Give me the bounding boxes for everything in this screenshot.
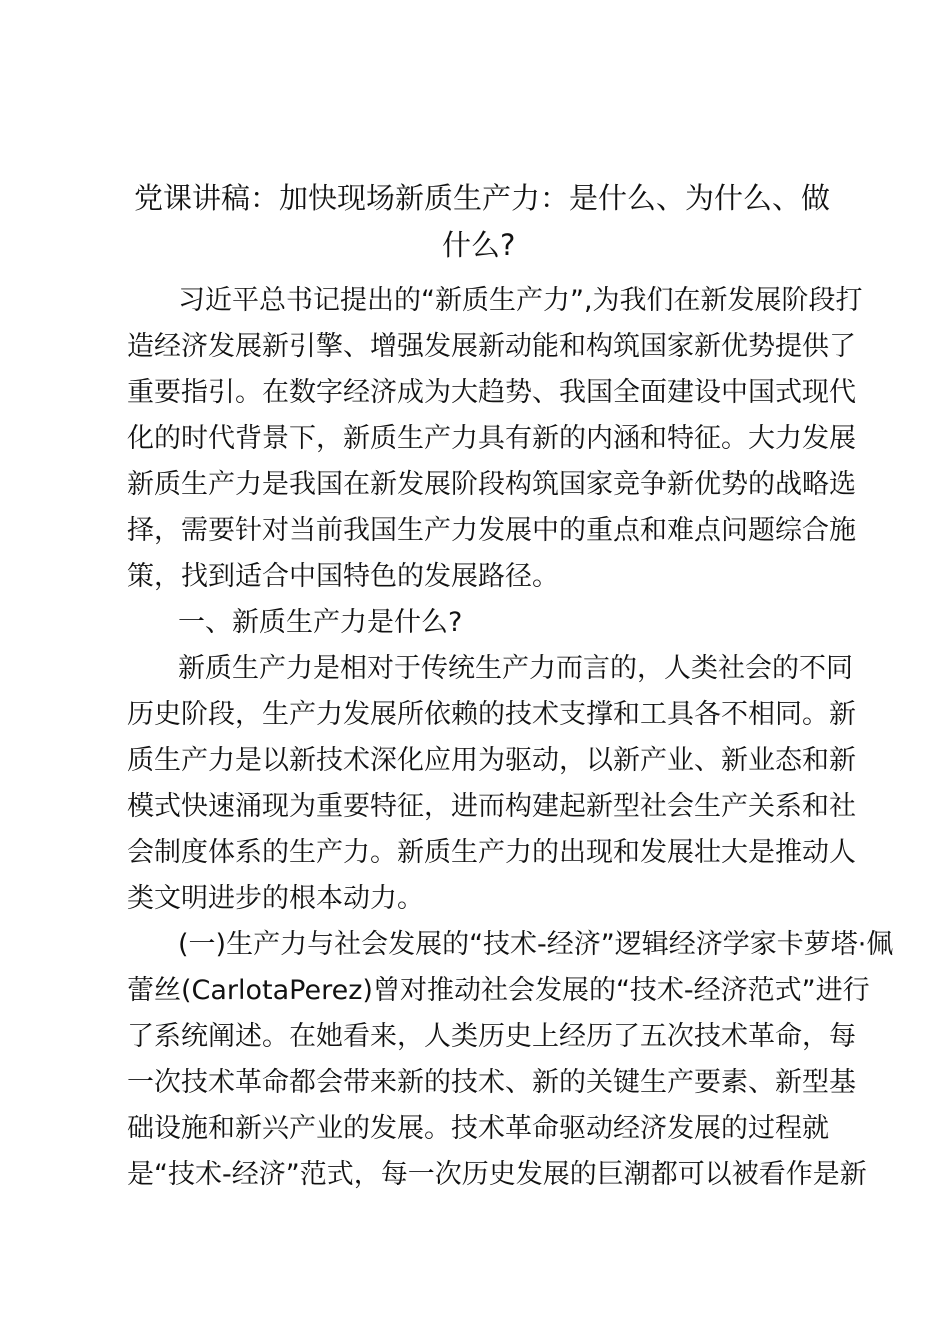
paragraph-line: 模式快速涌现为重要特征，进而构建起新型社会生产关系和社 [127, 791, 856, 822]
paragraph-line: 了系统阐述。在她看来，人类历史上经历了五次技术革命，每 [127, 1021, 856, 1052]
paragraph-line: 一次技术革命都会带来新的技术、新的关键生产要素、新型基 [127, 1067, 856, 1098]
paragraph-line: 是“技术-经济”范式，每一次历史发展的巨潮都可以被看作是新 [127, 1159, 867, 1190]
paragraph-line: 类文明进步的根本动力。 [127, 883, 424, 914]
paragraph-line: 造经济发展新引擎、增强发展新动能和构筑国家新优势提供了 [127, 331, 856, 362]
paragraph-line: 新质生产力是我国在新发展阶段构筑国家竞争新优势的战略选 [127, 469, 856, 500]
paragraph-line: 础设施和新兴产业的发展。技术革命驱动经济发展的过程就 [127, 1113, 829, 1144]
paragraph-line: 会制度体系的生产力。新质生产力的出现和发展壮大是推动人 [127, 837, 856, 868]
paragraph-line: 质生产力是以新技术深化应用为驱动，以新产业、新业态和新 [127, 745, 856, 776]
document-title-line-2: 什么? [442, 228, 516, 262]
section-heading: 一、新质生产力是什么? [178, 607, 463, 638]
paragraph-line: 策，找到适合中国特色的发展路径。 [127, 561, 559, 592]
paragraph-line: 习近平总书记提出的“新质生产力”,为我们在新发展阶段打 [178, 285, 863, 316]
paragraph-line: 重要指引。在数字经济成为大趋势、我国全面建设中国式现代 [127, 377, 856, 408]
paragraph-line: 蕾丝(CarlotaPerez)曾对推动社会发展的“技术-经济范式”进行 [127, 975, 870, 1006]
paragraph-line: 择，需要针对当前我国生产力发展中的重点和难点问题综合施 [127, 515, 856, 546]
paragraph-line: (一)生产力与社会发展的“技术-经济”逻辑经济学家卡萝塔·佩 [178, 929, 894, 960]
paragraph-line: 历史阶段，生产力发展所依赖的技术支撑和工具各不相同。新 [127, 699, 856, 730]
paragraph-line: 化的时代背景下，新质生产力具有新的内涵和特征。大力发展 [127, 423, 856, 454]
paragraph-line: 新质生产力是相对于传统生产力而言的，人类社会的不同 [178, 653, 853, 684]
document-title-line-1: 党课讲稿：加快现场新质生产力：是什么、为什么、做 [134, 181, 831, 215]
